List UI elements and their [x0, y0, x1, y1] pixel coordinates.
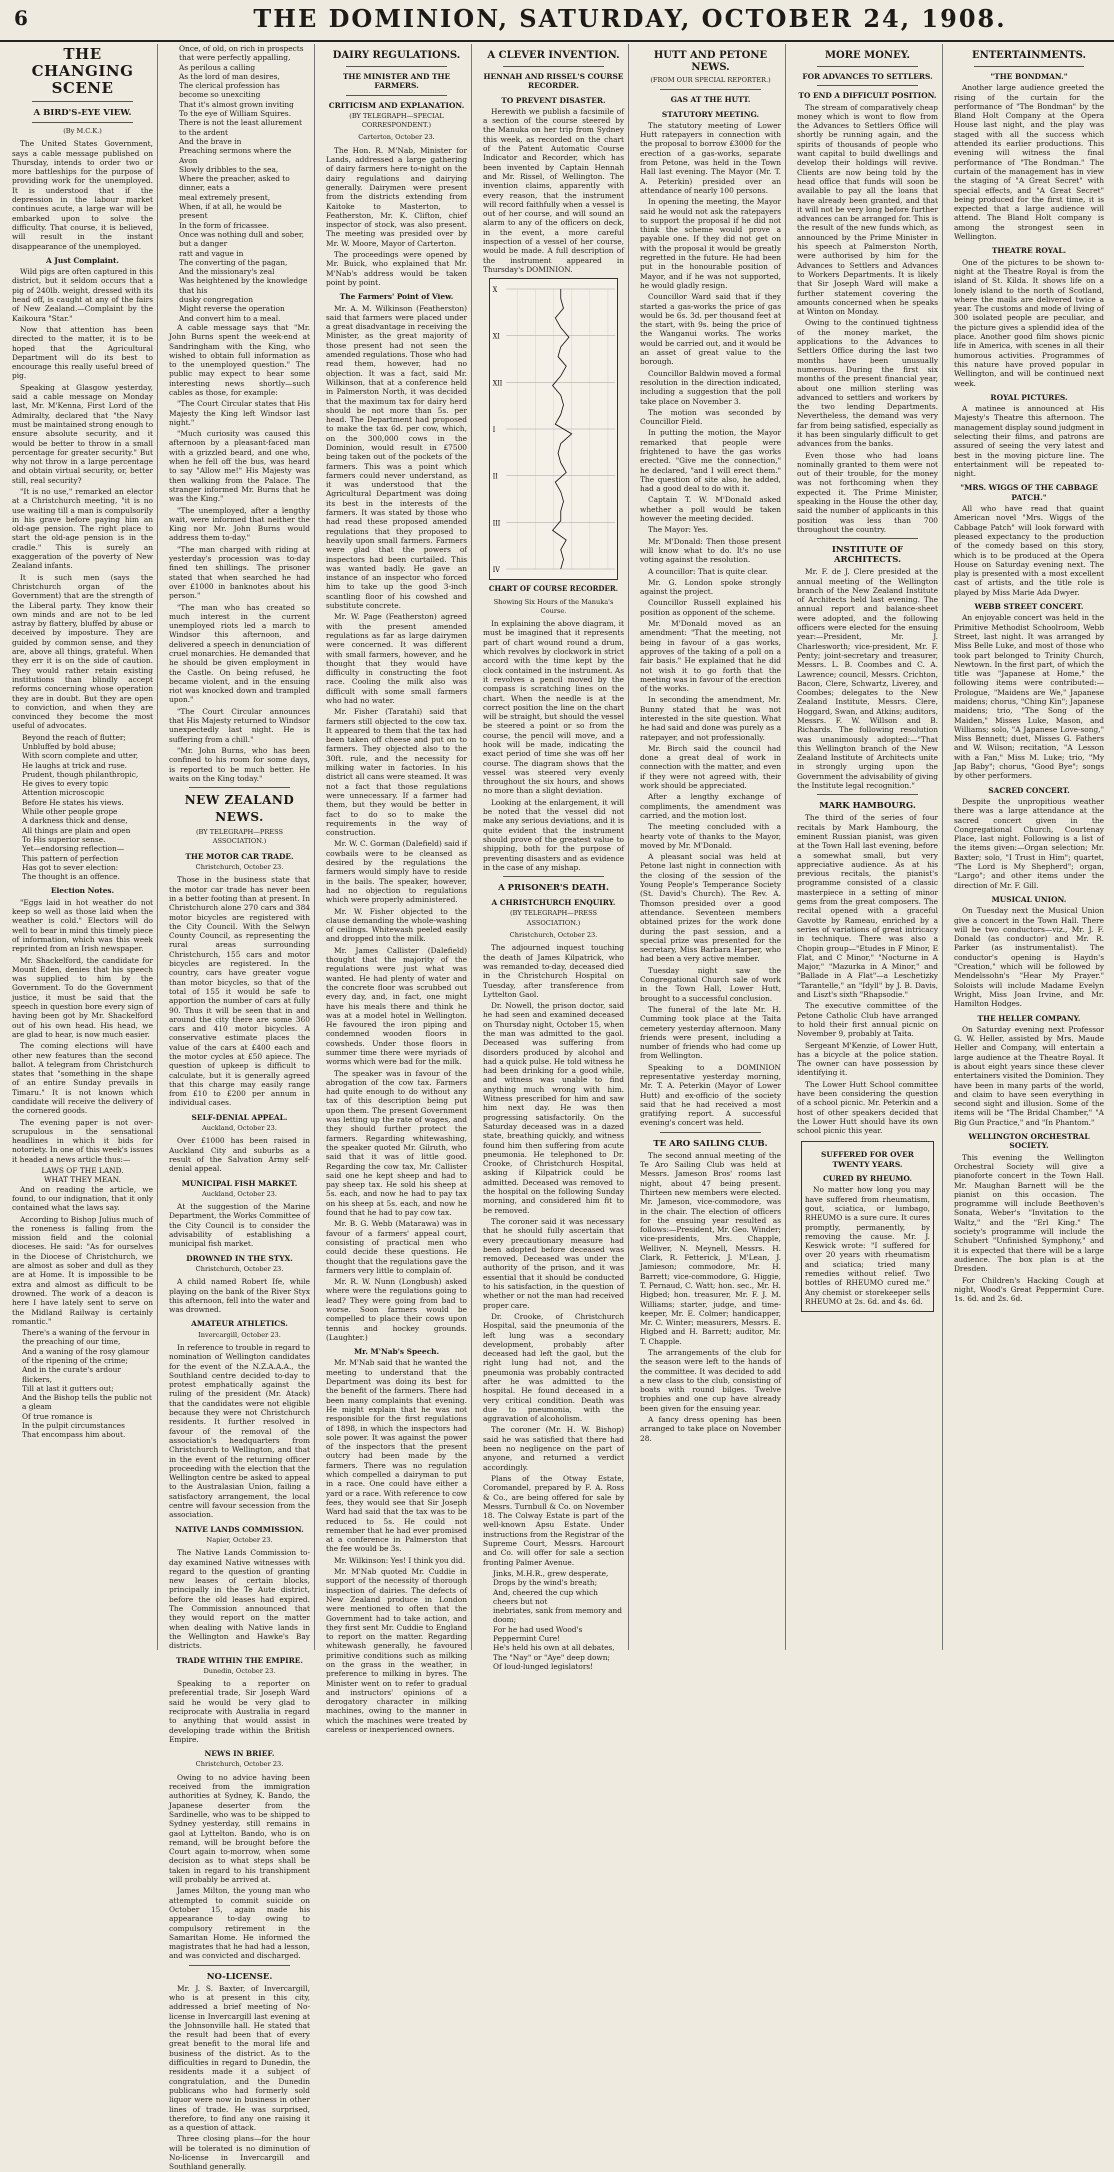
paragraph: The United States Government, says a cable message published on Thursday, intends to order two or more battleships for the purpose of providing work for the unemployed. It is understood that if the depression in the labour market continues acute, a large war will be embarked upon to solve the difficulty. That course, it is believed, will result in the instant disappearance of the unemployed.: [12, 139, 153, 251]
verse-line: Of loud-lunged legislators!: [493, 1661, 594, 1671]
columns: [8, 44, 1108, 2172]
course-chart-svg: [490, 279, 617, 579]
verse-line: Unbluffed by bold abuse;: [22, 742, 116, 751]
paragraph: A councillor: That is quite clear.: [648, 566, 768, 576]
paragraph: Mr. J. S. Baxter, of Invercargill, who is at present in this city, addressed a brief meeting of No-license in Invercargill last evening at the Johnsonville hall. He stated that the result had been that of every great benefit to the moral life and business of the district. As to the difficulties in regard to Dunedin, the residents made it a subject of congratulation, and the Dunedin publicans who had formerly sold liquor were now in business in other lines of trade. He was surprised, therefore, to find any one raising it as a question of attack.: [169, 1983, 310, 2133]
verse-line: Before He states his views.: [22, 797, 124, 807]
side-heading: THE HELLER COMPANY.: [977, 1013, 1081, 1023]
paragraph: Wild pigs are often captured in this district, but it seldom occurs that a pig of 240lb. weight, dressed with its head off, is caught at any of the fairs of New Zealand.—Complaint by the Kaikoura "Star.": [12, 267, 153, 323]
paragraph: The statutory meeting of Lower Hutt ratepayers in connection with the proposal to borrow £3000 for the erection of a gas-works, separate from Petone, was held in the Town Hall last evening. The Mayor (Mr. T. A. Peterkin) presided over an attendance of nearly 100 persons.: [640, 120, 781, 195]
hour-tick-label: XI: [492, 332, 500, 341]
paragraph: In putting the motion, the Mayor remarked that people were frightened to have the gas works erected. "Give me the connection," he declared, "and I will erect them." The question of site also, he added, had a good deal to do with it.: [640, 428, 781, 494]
verse-line: dusky congregation: [179, 295, 253, 305]
paragraph: Three closing plans—for the hour will be tolerated is no diminution of No-license in Invercargill and Southland generally.: [169, 2134, 310, 2172]
verse-line: The thought is an offence.: [22, 872, 120, 882]
paragraph: In reference to trouble in regard to nomination of Wellington candidates for the event of the N.Z.A.A.A., the Southland centre decided to-day to protest emphatically against the ruling of the president (Mr. Atack) that the candidates were not eligible because they were not Christchurch residents. It further resolved in favour of the removal of the association's headquarters from Christchurch to Wellington, and that in the event of the returning officer proceeding with the election that the Wellington centre be asked to appeal to the Australasian Union, failing a satisfactory arrangement, the local centre will favour secession from the association.: [169, 1343, 310, 1520]
headline-nz-news: NEW ZEALAND NEWS.: [184, 793, 295, 825]
paragraph: Speaking to a DOMINION representative yesterday morning, Mr. T. A. Peterkin (Mayor of Lower Hutt) and ex-officio of the society said that he had received a most gratifying report. A successful evening's concert was held.: [640, 1062, 781, 1128]
verse-line: He gives to every topic: [22, 779, 109, 789]
side-heading: Mr. M'Nab's Speech.: [353, 1347, 440, 1357]
ad-heading: SUFFERED FOR OVER TWENTY YEARS.: [821, 1150, 914, 1169]
dateline: Auckland, October 23.: [202, 1189, 277, 1198]
paragraph: Mr. W. Page (Featherston) agreed with the present amended regulations as far as large dairymen were concerned. It was different with small farmers, however, and he thought that they would have difficulty in constructing the foot race. Cooling the milk also was difficult with some small farmers who had no water.: [326, 612, 467, 705]
verse-line: Attention microscopic: [22, 788, 105, 798]
headline-hutt-petone: HUTT AND PETONE NEWS.: [653, 50, 768, 73]
paragraph: Tuesday night saw the Congregational Church sale of work in the Town Hall, Lower Hutt, brought to a successful conclusion.: [640, 965, 781, 1003]
paragraph: Mr. Wilkinson: Yes! I think you did.: [334, 1555, 466, 1565]
side-heading: WEBB STREET CONCERT.: [974, 602, 1084, 612]
column-3: [322, 44, 472, 1735]
dateline: Christchurch, October 23.: [509, 931, 598, 940]
verse-line: That encompass him about.: [22, 1430, 126, 1440]
column-6: [793, 44, 943, 1650]
headline-dairy: DAIRY REGULATIONS.: [332, 50, 461, 61]
paragraph: In opening the meeting, the Mayor said he would not ask the ratepayers to support the proposal if he did not think the scheme would prove a payable one. If they did not get on with the proposal it would be greatly regretted in the future. He had been put in the honourable position of Mayor, and if he was not supported, he would gladly resign.: [640, 197, 781, 290]
dateline: Invercargill, October 23.: [198, 1330, 281, 1339]
hour-tick-label: III: [492, 519, 501, 528]
dateline: Carterton, October 23.: [358, 133, 435, 142]
divider: [817, 538, 918, 539]
side-heading: TE ARO SAILING CLUB.: [653, 1138, 768, 1149]
paragraph: A fancy dress opening has been arranged to take place on November 28.: [640, 1415, 781, 1443]
verse-line: With scorn complete and utter,: [22, 751, 139, 761]
paragraph: In explaining the above diagram, it must be imagined that it represents part of chart wound round a drum, which revolves by clockwork in strict accord with the time kept by the clock contained in the instrument. As it revolves a pencil moved by the compass is scratching lines on the chart. When the needle is at the correct position the line on the chart will be straight, but should the vessel be steered a point or so from the course, the pencil will move, and a hook will be made, indicating the exact period of time she was off her course. The diagram shows that the vessel was steered very evenly throughout the six hours, and shows no more than a slight deviation.: [483, 619, 624, 796]
paragraph: Mr. Fisher (Taratahi) said that farmers still objected to the cow tax. It appeared to them that the tax had been taken off cheese and put on to farmers. They objected also to the 30ft. rule, and the necessity for milking water in factories. In his district all cans were steamed. It was not a fact that those regulations were unnecessary. If a farmer had them, but they would be better in fact to do so to make the requirements in the way of construction.: [326, 707, 467, 838]
paragraph: The speaker was in favour of the abrogation of the cow tax. Farmers had quite enough to do without any tax of this description being put upon them. The present Government was letting up the rate of wages, and they should further protect the farmers. Regarding whitewashing, the speaker quoted Mr. Gilruth, who said that it was of little good. Regarding the cow tax, Mr. Callister said one he kept sheep and had to pay sheep tax. He sold his sheep at 5s. each, and now he had to pay tax on his sheep at 5s. each, and now he found that he had to pay cow tax.: [326, 1068, 467, 1218]
paragraph: Plans of the Otway Estate, Coromandel, prepared by F. A. Ross & Co., are being offered for sale by Messrs. Turnbull & Co. on November 18. The Colway Estate is part of the well-known Apsu Estate. Under instructions from the Registrar of the Supreme Court, Messrs. Harcourt and Co. will offer for sale a section fronting Palmer Avenue.: [483, 1473, 624, 1567]
side-heading: WELLINGTON ORCHESTRAL SOCIETY.: [968, 1132, 1090, 1151]
side-heading: SACRED CONCERT.: [988, 785, 1070, 795]
paragraph: "Much curiosity was caused this afternoon by a pleasant-faced man with a grizzled beard, and one who, when he fell off the bus, was heard to say "Allow me!" His Majesty was then walking from the Palace. The stranger informed Mr. Burns that he was the King.": [169, 429, 310, 504]
paragraph: Councillor Russell explained his position as opponent of the scheme.: [640, 598, 781, 617]
dateline: Christchurch, October 23.: [195, 863, 284, 872]
hour-tick-label: IV: [492, 565, 500, 575]
verse-line: This pattern of perfection: [22, 853, 119, 863]
chart-subcaption: Showing Six Hours of the Manuka's Course.: [493, 597, 614, 615]
course-recorder-chart: [489, 278, 618, 580]
side-heading: MARK HAMBOURG.: [819, 801, 916, 812]
verse-line: As the lord of man desires,: [179, 71, 280, 81]
column-4: [479, 44, 629, 1671]
verse-line: There's a waning of the fervour in the preaching of our time,: [22, 1328, 150, 1347]
divider: [189, 787, 290, 788]
verse-line: And the Bishop tells the public not a gleam: [22, 1393, 152, 1412]
paragraph: For Children's Hacking Cough at night, Wood's Great Peppermint Cure. 1s. 6d. and 2s. 6d.: [954, 1275, 1104, 1304]
side-heading: A Just Complaint.: [46, 255, 119, 265]
paragraph: Mr. R. W. Nunn (Longbush) asked where were the regulations going to lead? They were going from bad to worse. Soon farmers would be compelled to place their cows upon tennis and hockey grounds. (Laughter.): [326, 1277, 467, 1342]
column-5: [636, 44, 786, 1650]
paragraph: Dr. Crooke, of Christchurch Hospital, said the pneumonia of the left lung was a secondary development, probably after deceased had left the gaol, but the right lung had not, and the pneumonia was probably contracted after he was admitted to the hospital. He found deceased in a very critical condition. Death was due to pneumonia, with the aggravation of alcoholism.: [483, 1311, 624, 1424]
paragraph: Mr. W. C. Gorman (Dalefield) said if cowbails were to be cleansed as desired by the regulations the farmers would simply have to reside in the bails. The speaker, however, had no objection to regulations which were properly administered.: [326, 839, 467, 905]
verse-line: He laughs at trick and ruse.: [22, 760, 127, 770]
paragraph: "The man charged with riding at yesterday's procession was to-day fined ten shillings. The prisoner stated that when searched he had over £1000 in banknotes about his person.": [169, 544, 310, 601]
subhead: A BIRD'S-EYE VIEW.: [33, 108, 132, 118]
paragraph: Despite the unpropitious weather there was a large attendance at the sacred concert given in the Congregational Church, Courtenay Place, last night. Following is a list of the items given:—Organ selection; Mr. Baxter; solo, "I Trust in Him"; quartet, "The Lord is My Shepherd"; organ, "Largo"; and other items under the direction of Mr. F. Gill.: [954, 796, 1104, 890]
paragraph: A pleasant social was held at Petone last night in connection with the closing of the session of the Young People's Temperance Society (St. David's Church). The Rev. A. Thomson presided over a good attendance. Seventeen members obtained prizes for the work done during the past session, and a special prize was presented for the secretary, Miss Barbara Harper, who had been a very active member.: [640, 852, 781, 964]
paragraph: The meeting concluded with a hearty vote of thanks to the Mayor, moved by Mr. M'Donald.: [640, 822, 781, 850]
side-heading: A CHRISTCHURCH ENQUIRY.: [491, 898, 616, 908]
paragraph: Mr. G. London spoke strongly against the project.: [640, 577, 781, 597]
side-heading: ROYAL PICTURES.: [990, 392, 1068, 402]
paragraph: "Mr. John Burns, who has been confined to his room for some days, is reported to be much better. He waits on the King today.": [169, 745, 310, 783]
verse-line: As perilous a calling: [179, 62, 256, 72]
side-heading: FOR ADVANCES TO SETTLERS.: [802, 72, 933, 81]
paragraph: The executive committee of the Petone Catholic Club have arranged to hold their first annual picnic on November 9, probably at Taita.: [797, 1001, 938, 1039]
verse-line: Was heightened by the knowledge that his: [179, 276, 308, 295]
paragraph: It is such men (says the Christchurch organ of the Government) that are the strength of the Liberal party. They know their own minds and are not to be led astray by flattery, bluffed by abuse or deceived by imposture. They are guided by common sense, and they are, above all things, grateful. When they err it is on the side of caution. They would rather retain existing institutions than blindly accept reforms concerning whose operation they are in doubt. But they are open to conviction, and when they are convinced they become the most useful of advocates.: [12, 572, 153, 731]
verse: [12, 1328, 153, 1440]
verse-line: He's held his own at all debates,: [493, 1643, 615, 1653]
divider: [974, 66, 1084, 67]
paragraph: One of the pictures to be shown to-night at the Theatre Royal is from the island of St. Kilda. It shows life on a lonely island to the north of Scotland, where the mails are delivered twice a year. The customs and mode of living of 300 isolated people are peculiar, and the picture gives a splendid idea of the place. Another good film shows picnic life in America, with scenes in all their humorous activities. Programmes of this nature have proved popular in Wellington, and will be continued next week.: [954, 257, 1104, 388]
paragraph: Mr. F. de J. Clere presided at the annual meeting of the Wellington branch of the New Zealand Institute of Architects held last evening. The annual report and balance-sheet were adopted, and the following officers were elected for the ensuing year:—President, Mr. J. Charlesworth; vice-president, Mr. F. Penty; joint-secretary and treasurer, Messrs. L. B. Coombes and C. A. Lawrence; council, Messrs. Crichton, Bacon, Clere, Schwartz, Liverey, and Coombes; delegates to the New Zealand Institute, Messrs. Clere, Hoggard, Swan, and Atkins; auditors, Messrs. F. W. Willson and B. Richards. The following resolution was unanimously adopted:—"That this Wellington branch of the New Zealand Institute of Architects unite in strongly urging upon the Government the advisability of giving the Institute legal recognition.": [797, 567, 938, 791]
verse-line: When, if at all, he would be present: [179, 202, 282, 221]
verse-line: To the eye of William Squires.: [179, 109, 292, 119]
paragraph: The coroner said it was necessary that he should fully ascertain that every precautionary measure had been adopted before deceased was removed. Deceased was under the authority of the prison, and it was essential that it should be conducted to his satisfaction, in the question of whether or not the man had received proper care.: [483, 1216, 624, 1310]
paragraph: The Native Lands Commission to-day examined Native witnesses with regard to the question of granting new leases of certain blocks, principally in the Te Aute district, before the old leases had expired. The Commission announced that they would report on the matter when dealing with Native lands in the Wellington and Hawke's Bay districts.: [169, 1548, 310, 1651]
verse-line: While other people grope: [22, 807, 118, 817]
paragraph: "The man who has created so much interest in the current unemployed riots led a march to Windsor this afternoon, and delivered a speech in denunciation of cruel monarchies. He demanded that he should be given employment in the Castle. On being refused, he became violent, and in the ensuing riot was knocked down and trampled upon.": [169, 602, 310, 705]
divider: [32, 101, 133, 102]
paragraph: Now that attention has been directed to the matter, it is to be hoped that the Agricultural Department will do its best to encourage this really useful breed of pig.: [12, 324, 153, 381]
divider: [32, 122, 133, 123]
paragraph: Mr. Shackelford, the candidate for Mount Eden, denies that his speech was supplied to him by the Government. To do the Government justice, it must be said that the speech in question bore every sign of having been got by Mr. Shackelford out of his own head. His head, we are glad to hear, is now much easier.: [12, 955, 153, 1039]
side-heading: "MRS. WIGGS OF THE CABBAGE PATCH.": [960, 483, 1098, 502]
divider: [660, 89, 761, 90]
verse-line: That it's almost grown inviting: [179, 99, 294, 109]
divider: [503, 876, 604, 877]
verse-line: In the pulpit circumstances: [22, 1421, 125, 1431]
verse-line: All things are plain and open: [22, 825, 131, 835]
side-heading: AMATEUR ATHLETICS.: [191, 1319, 288, 1329]
paragraph: After a lengthy exchange of compliments, the amendment was carried, and the motion lost.: [640, 792, 781, 820]
verse-line: inebriates, sank from memory and doom;: [493, 1606, 623, 1625]
headline-more-money: MORE MONEY.: [824, 50, 911, 61]
divider: [503, 66, 604, 67]
verse: [12, 733, 153, 882]
side-heading: THE MOTOR CAR TRADE.: [185, 851, 294, 861]
side-heading: TO PREVENT DISASTER.: [501, 95, 606, 105]
paragraph: The Mayor: Yes.: [648, 525, 709, 535]
paragraph: On Tuesday next the Musical Union give a concert in the Town Hall. There will be two conductors—viz., Mr. J. F. Donald (as conductor) and Mr. R. Parker (as instrumentalist). The conductor's opening is Haydn's "Creation," which will be followed by Mendelssohn's "Hear My Prayer." Soloists will include Madame Evelyn Wright, Miss Joan Irvine, and Mr. Hamilton Hodges.: [954, 906, 1104, 1009]
paragraph: The second annual meeting of the Te Aro Sailing Club was held at Messrs. Jameson Bros' rooms last night, about 47 being present. Thirteen new members were elected. Mr. Jameson, vice-commodore, was in the chair. The election of officers for the ensuing year resulted as follows:—President, Mr. Geo. Winder; vice-presidents, Mrs. Chapple, Welliver, N. Meynell, Messrs. H. Clark, R. Fetterick, J. M'Lean, J. Jamieson; commodore, Mr. H. Barrett; vice-commodore, G. Higgie, T. Pernaud, C. Watt; hon. sec., Mr. H. Higbed; hon. treasurer, Mr. F. J. M. Williams; starter, judge, and time-keeper, Mr. E. Colmer; handicapper, Mr. C. Winter; measurers, Messrs. E. Higbed and H. Barrett; auditor, Mr. T. Chapple.: [640, 1150, 781, 1346]
verse-line: And the brave in: [179, 136, 242, 146]
paragraph: This evening the Wellington Orchestral Society will give a pianoforte concert in the Town Hall. Mr. Maughan Barnett will be the pianist on this occasion. The programme will include Beethoven's Sonata, Weber's "Invitation to the Waltz," and the "Erl King." The society's programme will include the Schubert "Unfinished Symphony," and it is expected that there will be a large audience. The box plan is at the Dresden.: [954, 1152, 1104, 1274]
divider: [817, 794, 918, 795]
verse-line: The converting of the pagan,: [179, 257, 288, 267]
hour-tick-label: II: [492, 472, 498, 481]
verse-line: LAWS OF THE LAND.: [41, 1166, 124, 1176]
paragraph: Over £1000 has been raised in Auckland City and suburbs as a result of the Salvation Army self-denial appeal.: [169, 1136, 310, 1174]
paragraph: The motion was seconded by Councillor Field.: [640, 407, 781, 427]
verse-line: WHAT THEY MEAN.: [44, 1175, 121, 1185]
paragraph: Councillor Baldwin moved a formal resolution in the direction indicated, including a suggestion that the poll take place on November 3.: [640, 368, 781, 406]
paragraph: Even those who had loans nominally granted to them were not out of their trouble, for the money was not forthcoming when they expected it. The Prime Minister, speaking in the House the other day, said the number of applicants in this position was less than 700 throughout the country.: [797, 450, 938, 534]
side-heading: DROWNED IN THE STYX.: [186, 1253, 293, 1263]
paragraph: Captain T. W. M'Donald asked whether a poll would be taken however the meeting decided.: [640, 495, 781, 524]
chart-caption: CHART OF COURSE RECORDER.: [488, 584, 619, 594]
paragraph: Another large audience greeted the rising of the curtain for the performance of "The Bondman" by the Bland Holt Company at the Opera House last night, and the play was staged with all the success which attended its earlier productions. This evening will witness the final performance of "The Bondman." The curtain of the management has in view the staging of "A Great Secret" with special effects, and "A Great Secret" being produced for the first time, it is expected that a large audience will attend. The Bland Holt company is among the strongest seen in Wellington.: [954, 83, 1104, 242]
source-line: (BY TELEGRAPH—PRESS ASSOCIATION.): [509, 909, 598, 927]
side-heading: SELF-DENIAL APPEAL.: [191, 1112, 288, 1122]
side-heading: MUNICIPAL FISH MARKET.: [181, 1178, 298, 1188]
verse-line: Of true romance is: [22, 1411, 93, 1421]
verse-line: To His superior sense.: [22, 834, 106, 844]
verse-line: Might reverse the operation: [179, 304, 285, 314]
paragraph: Mr. M'Donald moved as an amendment: "That the meeting, not being in favour of a gas works, approves of the taking of a poll on a fair basis." He explained that he did not wish it to go forth that the meeting was in favour of the erection of the works.: [640, 619, 781, 694]
paragraph: At the suggestion of the Marine Department, the Works Committee of the City Council is to consider the advisability of establishing a municipal fish market.: [169, 1202, 310, 1249]
rheumo-advertisement: [801, 1141, 934, 1312]
paragraph: And on reading the article, we found, to our indignation, that it only contained what the laws say.: [12, 1184, 153, 1213]
paragraph: On Saturday evening next Professor G. W. Heller, assisted by Mrs. Maude Heller and Company, will entertain a large audience at the Theatre Royal. It is about eight years since these clever entertainers visited the Dominion. They have been in many parts of the world, and claim to have seen everything in second sight and illusion. Some of the items will be "The Bridal Chamber," "A Big Gun Practice," and "In Phantom.": [954, 1024, 1104, 1127]
paragraph: Sergeant M'Kenzie, of Lower Hutt, has a bicycle at the police station. The owner can have possession by identifying it.: [797, 1040, 938, 1078]
divider: [346, 66, 447, 67]
headline-changing-scene: THE CHANGING SCENE: [31, 45, 134, 97]
source-line: (FROM OUR SPECIAL REPORTER.): [650, 76, 771, 84]
divider: [817, 66, 918, 67]
verse: [169, 44, 310, 323]
verse-line: Where the preacher, asked to dinner, eats a: [179, 174, 290, 193]
paragraph: Looking at the enlargement, it will be noted that the vessel did not make any serious deviations, and it is quite evident that the instrument should prove of the greatest value to shipping, both for the purpose of preventing disasters and as evidence in the case of any mishap.: [483, 797, 624, 872]
verse-line: Drops by the wind's breath;: [493, 1578, 598, 1588]
paragraph: Speaking at Glasgow yesterday, said a cable message on Monday last, Mr. M'Kenna, First Lord of the Admiralty, declared that "the Navy must be maintained strong enough to ensure absolute security, and it would be better to throw in a small percentage for greater security." But why not throw in a large percentage and obtain virtual security, or, better still, real security?: [12, 382, 154, 485]
paragraph: The coming elections will have other new features than the second ballot. A telegram from Christchurch states that "something in the shape of an entire Sunday prevails in Timaru." It is not known which candidate will receive the delivery of the cornered goods.: [12, 1041, 153, 1116]
headline-invention: A CLEVER INVENTION.: [487, 50, 620, 61]
paragraph: "The Court Circular announces that His Majesty returned to Windsor unexpectedly last night. He is suffering from a chill.": [169, 706, 310, 744]
paragraph: The Hon. R. M'Nab, Minister for Lands, addressed a large gathering of dairy farmers here to-night on the dairy regulations and dairying generally. Dairymen were present from the districts extending from Kaitoke to Masterton, to Featherston, Mr. K. Clifton, chief inspector of stock, was also present. The meeting was presided over by Mr. W. Moore, Mayor of Carterton.: [326, 145, 467, 248]
side-heading: NEWS IN BRIEF.: [204, 1749, 275, 1759]
column-1: [8, 44, 158, 1650]
paragraph: The arrangements of the club for the season were left to the hands of the committee. It was decided to add a new class to the club, consisting of boats with round bilges. Twelve trophies and one cup have already been given for the ensuing year.: [640, 1348, 781, 1413]
paragraph: According to Bishop Julius much of the roneness is falling from the mission field and the colonial dioceses. He said: "As for ourselves in the Diocese of Christchurch, we are almost as sober and dull as they are at Home. It is impossible to be extra and almost as difficult to be drowned. The work of a deacon is here I have lately sent to serve on the Midland Railway is certainly romantic.": [12, 1214, 153, 1326]
paragraph: The stream of comparatively cheap money which is wont to flow from the Advances to Settlers Office will shortly be running again, and the spirits of thousands of people who want capital to build dwellings and develop their holdings will revive. Clients are now being told by the head office that funds will soon be available to pay all the loans that have already been granted, and that it will not be very long before further advances can be arranged for. This is the result of the new funds which, as announced by the Prime Minister in his speech at Palmerston North, were authorised by him for the Advances to Settlers and Advances to Workers Departments. It is likely that Sir Joseph Ward will make a further statement covering the amounts concerned when he speaks at Winton on Monday.: [797, 102, 938, 317]
paragraph: Owing to no advice having been received from the immigration authorities at Sydney, K. Bando, the Japanese deserter from the Sardinelle, who was to be shipped to Sydney yesterday, still remains in gaol at Lyttelton. Bando, who is on remand, will be brought before the Court again to-morrow, when some decision as to what steps shall be taken in regard to his transhipment will probably be arrived at.: [169, 1772, 310, 1885]
side-heading: INSTITUTE OF ARCHITECTS.: [831, 545, 904, 566]
verse-line: Preaching sermons where the Avon: [179, 146, 292, 165]
paragraph: James Milton, the young man who attempted to commit suicide on October 15, again made his appearance to-day owing to compulsory retirement in the Samaritan Home. He informed the magistrates that he had had a lesson, and was convicted and discharged.: [169, 1886, 310, 1961]
column-2: [165, 44, 315, 2172]
verse-line: Beyond the reach of flutter;: [22, 732, 126, 742]
side-heading: CRITICISM AND EXPLANATION.: [328, 100, 465, 110]
side-heading: GAS AT THE HUTT.: [670, 95, 751, 105]
paragraph: Mr. A. M. Wilkinson (Featherston) said that farmers were placed under a great disadvantage in receiving the Minister, as the great majority of those present had not seen the amended regulations. Those who had read them, however, had no objection. It was a fact, said Mr. Wilkinson, that at a conference held in Palmerston North, it was decided that the maximum tax for dairy herd should be not more than 5s. per head. The Department had proposed to make the tax 6d. per cow, which, on the 300,000 cows in the Dominion, would result in £7500 being taken out of the pockets of the farmers. This was a point which farmers could never understand, as it was understood that the Agricultural Department was doing its best in the interests of the farmers. It was stated by those who had read these proposed amended regulations that they proposed to heavily upon small farmers. Farmers were glad that the powers of inspectors had been curtailed. This was wanted badly. He gave an instance of an inspector who forced him to take up the good 3-inch scantling floor of his cowshed and substitute concrete.: [326, 303, 467, 611]
side-heading: NO-LICENSE.: [206, 1971, 273, 1982]
divider: [189, 1965, 290, 1966]
paragraph: Mr. W. Fisher objected to the clause demanding the whole-washing of ceilings. Whitewash peeled easily and dropped into the milk.: [326, 906, 467, 944]
column-7: [950, 44, 1108, 1650]
side-heading: THE MINISTER AND THE FARMERS.: [342, 72, 451, 91]
verse-line: Slowly dribbles to the sea,: [179, 164, 279, 174]
verse-line: Till at last it gutters out;: [22, 1383, 114, 1393]
verse-line: And, cheered the cup which cheers but not: [493, 1587, 598, 1606]
paragraph: In seconding the amendment, Mr. Bunny stated that he was not interested in the site question. What he had said and done was purely as a ratepayer, and not professionally.: [640, 695, 781, 742]
verse-line: meal extremely present,: [179, 192, 271, 202]
side-heading: TRADE WITHIN THE EMPIRE.: [176, 1655, 303, 1665]
paragraph: Mr. M'Donald: Then those present will know what to do. It's no use voting against the resolution.: [640, 536, 781, 565]
paragraph: A child named Robert Ife, while playing on the bank of the River Styx this afternoon, fell into the water and was drowned.: [169, 1277, 310, 1315]
newspaper-title: THE DOMINION, SATURDAY, OCTOBER 24, 1908.: [253, 4, 1007, 33]
side-heading: MUSICAL UNION.: [991, 894, 1067, 904]
side-heading: Election Notes.: [50, 886, 115, 896]
dateline: Auckland, October 23.: [202, 1124, 277, 1133]
verse-line: For he had used Wood's Peppermint Cure!: [493, 1624, 583, 1643]
verse-line: Once, of old, on rich in prospects that were perfectly appalling,: [179, 44, 304, 63]
source-line: (BY TELEGRAPH—PRESS ASSOCIATION.): [195, 828, 284, 846]
ad-body: No matter how long you may have suffered from rheumatism, gout, sciatica, or lumbago, RHEUMO is a sure cure. It cures promptly, permanently, by removing the cause. Mr. J. Keswick wrote: "I suffered for over 20 years with rheumatism and sciatica; tried many remedies without relief. Two bottles of RHEUMO cured me." Any chemist or storekeeper sells RHEUMO at 2s. 6d. and 4s. 6d.: [805, 1185, 930, 1306]
dateline: Christchurch, October 23.: [195, 1264, 284, 1273]
side-heading: STATUTORY MEETING.: [661, 109, 760, 119]
side-heading: HENNAH AND RISSEL'S COURSE RECORDER.: [483, 72, 624, 91]
verse-line: There is not the least allurement to the ardent: [179, 118, 302, 137]
paragraph: Dr. Nowell, the prison doctor, said he had seen and examined deceased on Thursday night, October 15, when the man was admitted to the gaol. Deceased was suffering from disorders produced by alcohol and had a quick pulse. He told witness he had been drinking for a good while, and witness was unable to find anything much wrong with him. Witness prescribed for him and saw him next day. He was then progressing satisfactorily. On the Saturday deceased was in a dazed state, breathing quickly, and witness found him then suffering from acute pneumonia. He telephoned to Dr. Crooke, of Christchurch Hospital, asking if Kilpatrick could be admitted. Deceased was removed to the hospital on the following Sunday morning, and considered him fit to be removed.: [483, 1001, 624, 1215]
paragraph: Mr. M'Nab quoted Mr. Cuddie in support of the necessity of thorough inspection of dairies. The defects of New Zealand produce in London were mentioned to often that the Government had to take action, and they first sent Mr. Cuddie to England to report on the matter. Regarding whitewash generally, he favoured primitive conditions such as milking on the grass in the weather, in preference to milking in byres. The Minister went on to refer to gradual and instructors' opinions of a derogatory character in milking machines, owing to the manner in which the machines were treated by careless or inexperienced owners.: [326, 1567, 467, 1735]
side-heading: NATIVE LANDS COMMISSION.: [175, 1524, 304, 1534]
paragraph: Those in the business state that the motor car trade has never been in a better footing than at present. In Christchurch alone 270 cars and 384 motor bicycles are registered with the City Council. With the Selwyn County Council, as representing the rural areas surrounding Christchurch, 155 cars and motor bicycles are registered. In the country, cars have greater vogue than motor bicycles, so that of the total of 155 it would be safe to apportion the number of cars at fully 90. Thus it will be seen that in and around the city there are some 360 cars and 410 motor bicycles. A conservative estimate places the value of the cars at £400 each and the motor cycles at £50 apiece. The question of upkeep is difficult to calculate, but it is generally agreed that this charge may easily range from £10 to £200 per annum in individual cases.: [169, 875, 310, 1108]
paragraph: "The Court Circular states that His Majesty the King left Windsor last night.": [169, 399, 310, 427]
headline-entertainments: ENTERTAINMENTS.: [971, 50, 1087, 61]
verse-line: And in the curate's ardour flickers,: [22, 1365, 121, 1384]
hour-tick-label: I: [492, 425, 496, 435]
source-line: (BY TELEGRAPH—SPECIAL CORRESPONDENT.): [349, 111, 444, 130]
paragraph: Councillor Ward said that if they started a gas-works the price of gas would be 6s. 3d. per thousand feet at the start, with 9s. being the price of the Wanganui works. The works would be carried out, and it would be an asset of great value to the borough.: [640, 292, 781, 367]
verse-line: Has got to sever election:: [22, 862, 119, 872]
paragraph: Herewith we publish a facsimile of a section of the course steered by the Manuka on her trip from Sydney this week, as recorded on the chart of the Patent Automatic Course Indicator and Recorder, which has been invented by Captain Hennah and Mr. Rissel, of Wellington. The invention claims, apparently with every reason, that the instrument will record faithfully when a vessel is out of her course, and will sound an alarm to any of the officers on deck, in the event, a more careful inspection of a vessel of her course, would be made. A full description of the instrument appeared in Thursday's DOMINION.: [483, 106, 624, 274]
verse-line: And convert him to a meal.: [179, 313, 281, 323]
verse-line: Yet—endorsing reflection—: [22, 844, 125, 854]
paragraph: The proceedings were opened by Mr. Buick, who explained that Mr. M'Nab's address would be taken point by point.: [326, 250, 467, 287]
paragraph: Mr. Birch said the council had done a great deal of work in connection with the matter, and even if they were not agreed with, their work should be appreciated.: [640, 743, 781, 791]
verse-line: And the missionary's zeal: [179, 267, 275, 277]
dateline: Christchurch, October 23.: [195, 1760, 284, 1769]
hour-tick-label: X: [492, 285, 498, 295]
byline: (By M.C.K.): [63, 127, 102, 135]
divider: [817, 85, 918, 86]
paragraph: Mr. B. G. Webb (Matarawa) was in favour of a farmers' appeal court, consisting of practical men who could decide these questions. He thought that the regulations gave the farmers very little to complain of.: [326, 1219, 467, 1275]
verse-line: A darkness thick and dense,: [22, 816, 128, 826]
paragraph: A cable message says that "Mr. John Burns spent the week-end at Sandringham with the King, who wished to obtain full information as to the unemployed question." The public may expect to hear some interesting news shortly—such cables as those, for example:: [169, 322, 310, 397]
paragraph: A matinee is announced at His Majesty's Theatre this afternoon. The management display sound judgment in selecting their films, and patrons are assured of seeing the very latest and best in the moving picture line. The entertainment will be repeated to-night.: [954, 404, 1104, 479]
dateline: Dunedin, October 23.: [203, 1666, 276, 1675]
verse-line: Jinks, M.H.R., grew desperate,: [493, 1568, 609, 1578]
paragraph: All who have read that quaint American novel "Mrs. Wiggs of the Cabbage Patch" will look forward with pleased expectancy to the production of the comedy based on this story, which is to be produced at the Opera House on Saturday evening next. The play is presented with a most excellent cast of artists, and the title role is played by Miss Marie Ada Dwyer.: [954, 504, 1104, 597]
paragraph: The adjourned inquest touching the death of James Kilpatrick, who was remanded to-day, deceased died in the Christchurch Hospital on Tuesday, after transference from Lyttelton Gaol.: [483, 943, 624, 999]
verse-line: The clerical profession has become so unexciting: [179, 81, 280, 100]
verse-line: Once was nothing dull and sober, but a danger: [179, 229, 304, 249]
side-heading: The Farmers' Point of View.: [339, 292, 454, 302]
side-heading: "THE BONDMAN.": [990, 72, 1068, 81]
paragraph: The third of the series of four recitals by Mark Hambourg, the eminent Russian pianist, was given at the Town Hall last evening, before a somewhat small, but very appreciative audience. As at his previous recitals, the pianist's programme consisted of a classic masterpiece in a setting of minor gems from the great composers. The recital opened with a graceful Gavotte by Rameau, enriched by a series of variations of great intricacy in technique. There was also a Chopin group—"Etudes in F Minor, E Flat, and C Minor," "Nocturne in A Major," "Mazurka in A Minor," and "Ballade in A Flat"—a Leschetizky "Tarantelle," an "Idyll" by J. B. Davis, and Liszt's sixth "Rhapsodie.": [797, 813, 938, 1000]
paragraph: Owing to the continued tightness of the money market, the applications to the Advances to Settlers Office during the last two months have been unusually numerous. During the first six months of the present financial year, about one million sterling was advanced to settlers and workers by the two lending Departments. Nevertheless, the demand was very far from being satisfied, especially as it has been singularly difficult to get advances from the banks.: [797, 318, 938, 449]
paragraph: The Lower Hutt School committee have been considering the question of a school picnic. Mr. Peterkin and a host of other speakers decided that the Lower Hutt should have its own school picnic this year.: [797, 1079, 938, 1136]
paragraph: "Eggs laid in hot weather do not keep so well as those laid when the weather is cold." Electors will do well to bear in mind this timely piece of information, which was this week reprinted from an Irish newspaper.: [12, 897, 153, 954]
paragraph: Mr. James Callister (Dalefield) thought that the majority of the regulations were just what was wanted. He had plenty of water and the concrete floor was scrubbed out every day, and, in fact, one might have his meals there and think he was at a model hotel in Wellington. He favoured the iron piping and condemned wooden floors in cowsheds. Under those floors in summer time there were myriads of worms which were bad for the milk.: [326, 945, 467, 1067]
side-heading: THEATRE ROYAL.: [991, 246, 1067, 256]
verse-line: The "Nay" or "Aye" deep down;: [493, 1652, 610, 1662]
paragraph: "The unemployed, after a lengthy wait, were informed that neither the King nor Mr. John Burns would address them to-day.": [169, 505, 310, 543]
side-heading: TO END A DIFFICULT POSITION.: [798, 91, 937, 101]
verse-line: And a waning of the rosy glamour of the ripening of the crime;: [22, 1346, 150, 1365]
paragraph: "It is no use," remarked an elector at a Christchurch meeting, "it is no use waiting till a man is compulsorily in his grave before paying him an old-age pension. The right place to start the old-age pension is in the cradle." This is surely an exaggeration of the poverty of New Zealand infants.: [12, 486, 153, 571]
ad-subheading: CURED BY RHEUMO.: [822, 1174, 912, 1184]
paragraph: The coroner (Mr. H. W. Bishop) said he was satisfied that there had been no negligence on the part of anyone, and returned a verdict accordingly.: [483, 1425, 624, 1472]
paragraph: An enjoyable concert was held in the Primitive Methodist Schoolroom, Webb Street, last night. It was arranged by Miss Belle Luke, and most of those who took part belonged to Trinity Church, Newtown. In the first part, of which the title was "Japanese at Home," the following items were contributed:—Prologue, "Maidens are We," Japanese maidens; chorus, "Ching Kin"; Japanese maidens; trio, "The Song of the Maiden," Misses Luke, Mason, and Williams; solo, "A Japanese Love-song," Miss Bennett; duet, Misses G. Fathers and W. Wilson; recitation, "A Lesson with a Fan," Miss M. Luke; trio, "My Jap Baby"; chorus, "Good Bye"; songs by other performers.: [954, 613, 1104, 781]
verse-line: In the form of fricassee.: [179, 220, 269, 230]
masthead: [0, 0, 1114, 42]
divider: [346, 95, 447, 96]
page-number: 6: [14, 6, 28, 30]
hour-tick-label: XII: [492, 379, 503, 388]
paragraph: Speaking to a reporter on preferential trade, Sir Joseph Ward said he would be very glad to reciprocate with Australia in regard to anything that would assist in developing trade within the British Empire.: [169, 1679, 310, 1744]
paragraph: The funeral of the late Mr. H. Cumming took place at the Taita cemetery yesterday afternoon. Many friends were present, including a number of friends who had come up from Wellington.: [640, 1004, 781, 1061]
divider: [660, 1132, 761, 1133]
paragraph: The evening paper is not over-scrupulous in the sensational headlines in which it bids for notoriety. In one of this week's issues it headed a news article thus:—: [12, 1117, 153, 1164]
verse-line: Prudent, though philanthropic,: [22, 769, 139, 779]
verse-line: ratt and vague in: [179, 248, 244, 258]
paragraph: Mr. M'Nab said that he wanted the meeting to understand that the Department was doing its best for the benefit of the farmers. There had been many complaints that evening. He might explain that he was not responsible for the first regulations of 1898, in which the inspectors had sole power. It was against the power of the inspectors that the present outcry had been made by the farmers. There was no regulation which compelled a dairyman to put in a race. One could have either a yard or a race. With reference to cow fees, they would see that Sir Joseph Ward had said that the tax was to be reduced to 5s. He could not remember that he had ever promised at a conference in Palmerston that the fee would be 3s.: [326, 1358, 467, 1554]
dateline: Napier, October 23.: [206, 1535, 273, 1544]
verse: [483, 1569, 624, 1671]
side-heading: A PRISONER'S DEATH.: [498, 883, 609, 894]
verse: [12, 1166, 153, 1185]
